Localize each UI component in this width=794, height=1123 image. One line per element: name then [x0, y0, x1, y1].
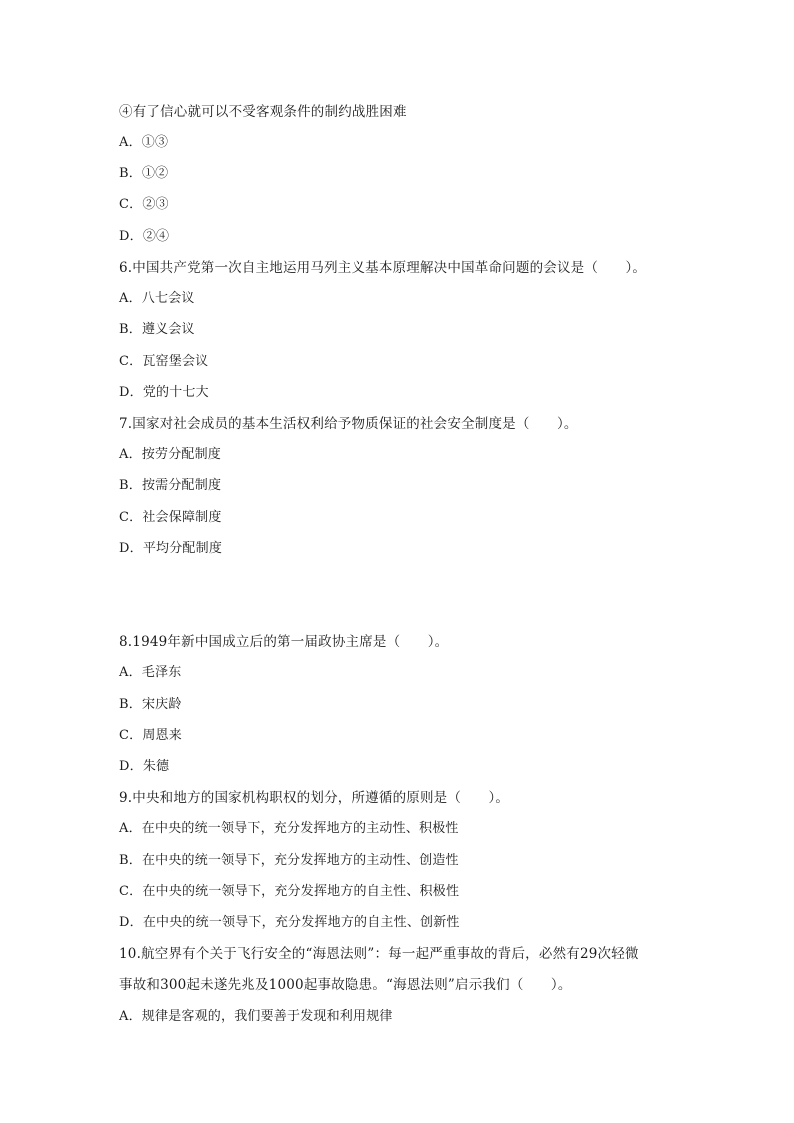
q8-option-d: D．朱德: [119, 759, 170, 774]
q5-option-d: D．②④: [119, 229, 170, 244]
statement-4: ④有了信心就可以不受客观条件的制约战胜困难: [119, 104, 407, 120]
q7-option-b: B．按需分配制度: [119, 478, 222, 493]
q6-option-a: A．八七会议: [119, 291, 195, 306]
q9-option-c: C．在中央的统一领导下，充分发挥地方的自主性、积极性: [119, 884, 460, 899]
q7-option-c: C．社会保障制度: [119, 510, 222, 525]
q5-option-a: A．①③: [119, 135, 169, 150]
q10-option-a: A．规律是客观的，我们要善于发现和利用规律: [119, 1009, 393, 1024]
q7-option-a: A．按劳分配制度: [119, 447, 221, 462]
q8-option-c: C．周恩来: [119, 728, 182, 743]
question-7: 7.国家对社会成员的基本生活权利给予物质保证的社会安全制度是（ ）。: [119, 416, 578, 432]
q6-option-c: C．瓦窑堡会议: [119, 354, 209, 369]
question-8: 8.1949年新中国成立后的第一届政协主席是（ ）。: [119, 634, 449, 650]
question-10-line-1: 10.航空界有个关于飞行安全的“海恩法则”：每一起严重事故的背后，必然有29次轻微: [119, 946, 639, 962]
q7-option-d: D．平均分配制度: [119, 541, 223, 556]
question-10-line-2: 事故和300起未遂先兆及1000起事故隐患。“海恩法则”启示我们（ ）。: [119, 977, 572, 993]
q5-option-c: C．②③: [119, 197, 169, 212]
q9-option-d: D．在中央的统一领导下，充分发挥地方的自主性、创新性: [119, 915, 460, 930]
q9-option-a: A．在中央的统一领导下，充分发挥地方的主动性、积极性: [119, 821, 459, 836]
document-page: [119, 0, 679, 1123]
q6-option-b: B．遵义会议: [119, 322, 195, 337]
question-9: 9.中央和地方的国家机构职权的划分，所遵循的原则是（ ）。: [119, 790, 510, 806]
q8-option-b: B．宋庆龄: [119, 697, 182, 712]
question-6: 6.中国共产党第一次自主地运用马列主义基本原理解决中国革命问题的会议是（ ）。: [119, 260, 647, 276]
q6-option-d: D．党的十七大: [119, 385, 209, 400]
q5-option-b: B．①②: [119, 166, 169, 181]
q8-option-a: A．毛泽东: [119, 665, 182, 680]
q9-option-b: B．在中央的统一领导下，充分发挥地方的主动性、创造性: [119, 853, 459, 868]
